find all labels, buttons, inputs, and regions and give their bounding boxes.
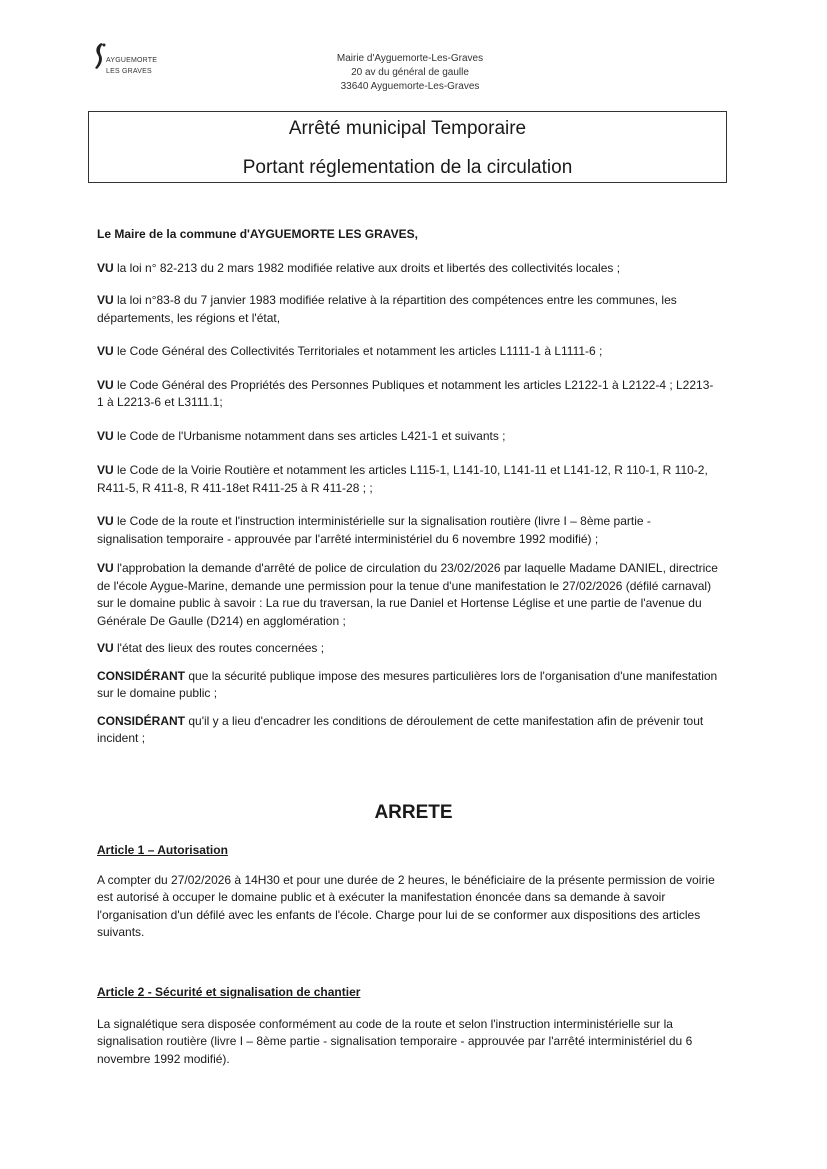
vu-keyword: VU (97, 344, 114, 358)
article-text: A compter du 27/02/2026 à 14H30 et pour une durée de 2 heures, le bénéficiaire de la présente permission de voirie est autorisé à occuper le domaine public et à exécuter la manifestation énoncée dans sa demande à savoir l'organisation d'un défilé avec les enfants de l'école. Charge pour lui de se conformer aux dispositions des articles suivants. (97, 872, 715, 939)
vu-keyword: VU (97, 561, 114, 575)
vu-keyword: VU (97, 260, 114, 275)
article-heading: Article 2 - Sécurité et signalisation de chantier (97, 985, 361, 999)
document-subtitle: Portant réglementation de la circulation (242, 157, 573, 178)
considerant-keyword: CONSIDÉRANT (97, 713, 186, 728)
vu-clause: VU le Code Général des Collectivités Territoriales et notamment les articles L1111-1 à L1111-6 ; (97, 344, 603, 358)
preamble-intro: Le Maire de la commune d'AYGUEMORTE LES GRAVES, (97, 227, 418, 241)
preamble (97, 226, 719, 748)
vu-keyword: VU (97, 641, 114, 655)
vu-clause: VU le Code de la Voirie Routière et notamment les articles L115-1, L141-10, L141-11 et L141-12, R 110-1, R 110-2, R411-5, R 411-8, R 411-18et R411-25 à R 411-28 ; ; (97, 463, 708, 495)
vu-keyword: VU (97, 514, 114, 528)
vu-clause: VU le Code Général des Propriétés des Personnes Publiques et notamment les articles L2122-1 à L2122-4 ; L2213-1 à L2213-6 et L3111.1; (97, 377, 714, 409)
vu-keyword: VU (97, 377, 114, 392)
article-heading: Article 1 – Autorisation (97, 843, 228, 857)
mairie-address (280, 52, 540, 94)
vu-clause: VU la loi n°83-8 du 7 janvier 1983 modifiée relative à la répartition des compétences entre les communes, les départements, les régions et l'état, (97, 293, 677, 325)
title-box (88, 111, 727, 183)
article-text: La signalétique sera disposée conformément au code de la route et selon l'instruction interministérielle sur la signalisation routière (livre I – 8ème partie - signalisation temporaire - approuvée par l'arrêté interministériel du 6 novembre 1992 modifié). (97, 1016, 693, 1066)
considerant-keyword: CONSIDÉRANT (97, 668, 186, 683)
arrete-heading: ARRETE (374, 802, 453, 823)
article-2 (97, 984, 719, 1068)
vu-clause: VU l'état des lieux des routes concernées ; (97, 641, 325, 655)
logo-text-line1: AYGUEMORTE (106, 57, 158, 64)
considerant-clause: CONSIDÉRANT qu'il y a lieu d'encadrer les conditions de déroulement de cette manifestation afin de prévenir tout incident ; (97, 713, 704, 745)
vu-clause: VU l'approbation la demande d'arrêté de police de circulation du 23/02/2026 par laquelle Madame DANIEL, directrice de l'école Aygue-Marine, demande une permission pour la tenue d'une manifestation le 27/02/2026 (défilé carnaval) sur le domaine public à savoir : La rue du traversan, la rue Daniel et Hortense Léglise et une partie de l'avenue du Générale De Gaulle (D214) en agglomération ; (97, 561, 718, 628)
vu-clause: VU la loi n° 82-213 du 2 mars 1982 modifiée relative aux droits et libertés des collectivités locales ; (97, 260, 621, 275)
logo-text-line2: LES GRAVES (106, 68, 152, 75)
document-title: Arrêté municipal Temporaire (288, 118, 527, 139)
vu-clause: VU le Code de la route et l'instruction interministérielle sur la signalisation routière (livre I – 8ème partie - signalisation temporaire - approuvée par l'arrêté interministériel du 6 novembre 1992 modifié) ; (97, 514, 651, 546)
address-line: Mairie d'Ayguemorte-Les-Graves (336, 53, 484, 64)
vu-keyword: VU (97, 293, 114, 307)
vu-keyword: VU (97, 428, 114, 443)
municipal-logo (78, 40, 188, 80)
considerant-clause: CONSIDÉRANT que la sécurité publique impose des mesures particulières lors de l'organisation d'une manifestation sur le domaine public ; (97, 668, 718, 700)
vu-keyword: VU (97, 463, 114, 477)
vu-clause: VU le Code de l'Urbanisme notamment dans ses articles L421-1 et suivants ; (97, 428, 506, 443)
address-line: 20 av du général de gaulle (351, 67, 469, 78)
article-1 (97, 842, 719, 942)
address-line: 33640 Ayguemorte-Les-Graves (340, 81, 480, 92)
